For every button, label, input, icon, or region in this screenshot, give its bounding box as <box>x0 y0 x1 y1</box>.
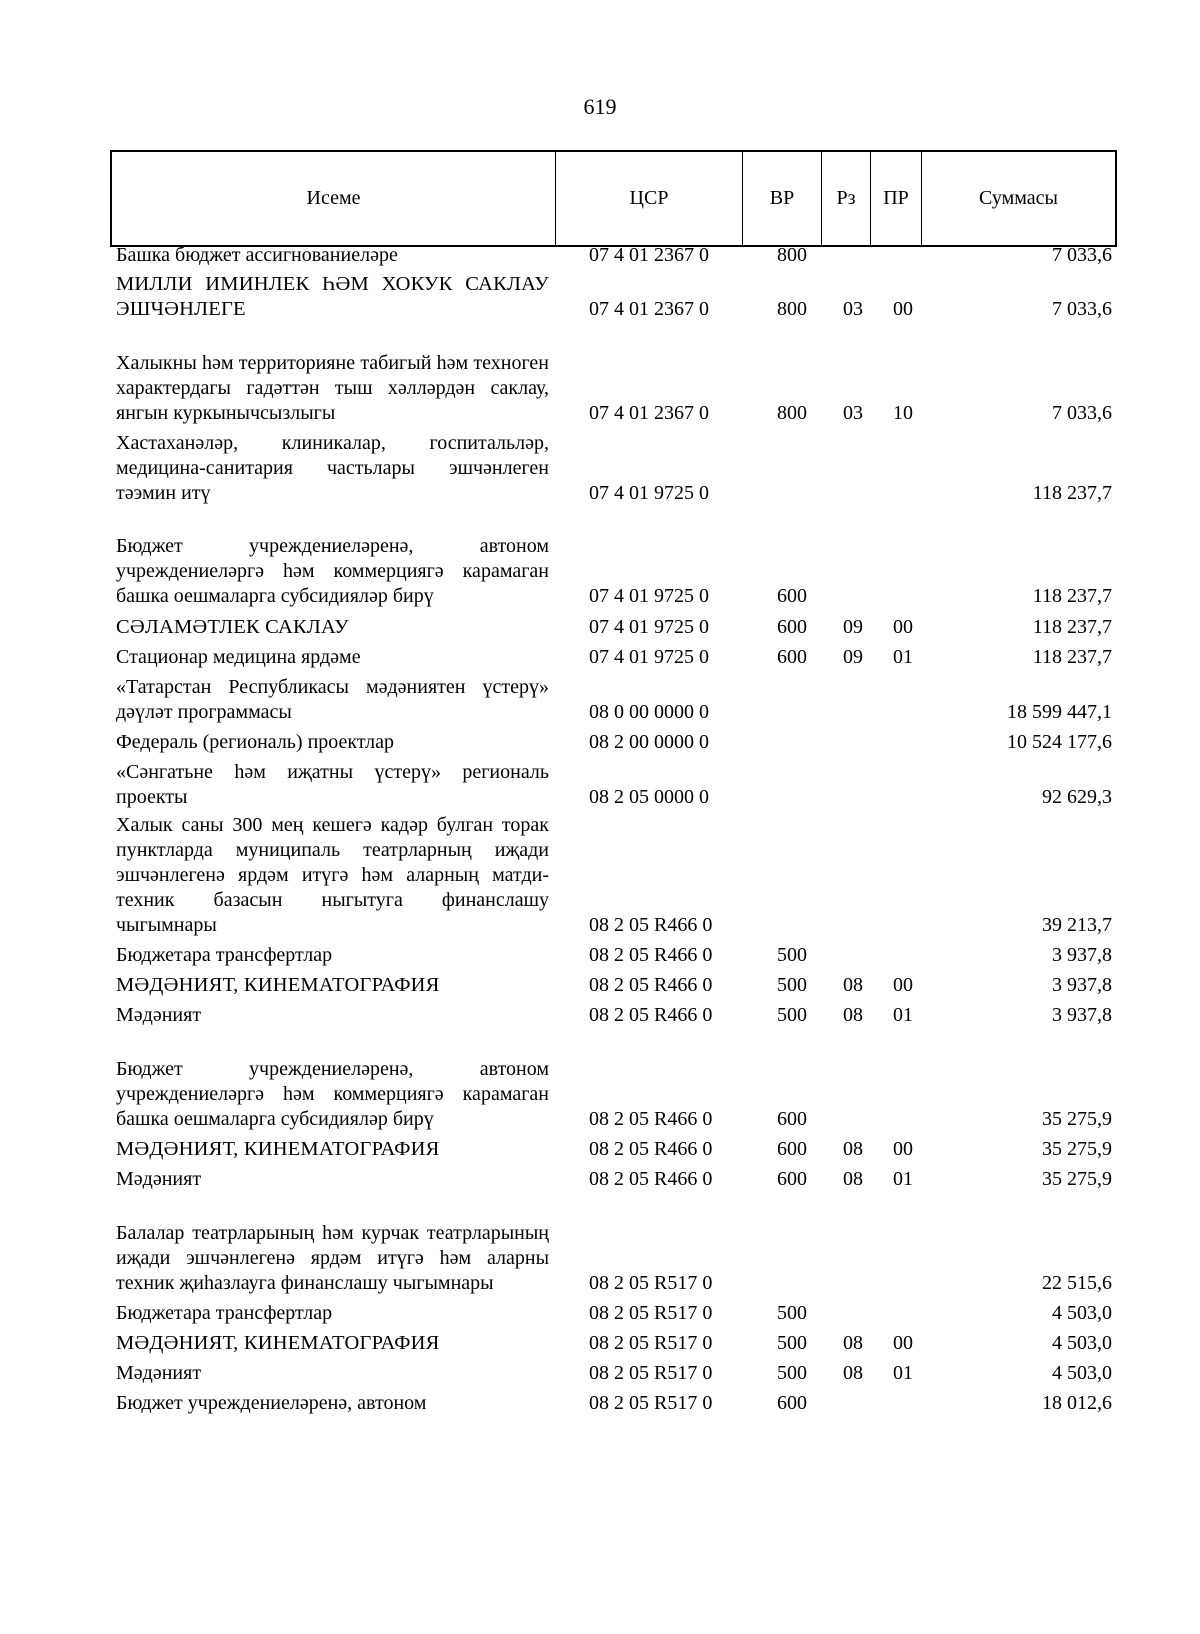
row-rz: 08 <box>843 1362 863 1384</box>
row-sum: 18 012,6 <box>1042 1392 1112 1414</box>
row-csr: 08 2 05 R466 0 <box>589 1168 713 1190</box>
row-vr: 500 <box>777 974 807 996</box>
row-name: МӘДӘНИЯТ, КИНЕМАТОГРАФИЯ <box>116 1332 440 1354</box>
header-sum: Суммасы <box>922 151 1117 246</box>
row-sum: 118 237,7 <box>1032 482 1112 504</box>
row-csr: 07 4 01 9725 0 <box>589 482 709 504</box>
row-sum: 3 937,8 <box>1052 944 1112 966</box>
row-sum: 4 503,0 <box>1052 1362 1112 1384</box>
row-vr: 600 <box>777 1138 807 1160</box>
row-name: Хастаханәләр, клиникалар, госпитальләр, медицина-санитария частьлары эшчәнлеген тәэмин итү <box>116 432 549 504</box>
row-vr: 600 <box>777 1108 807 1130</box>
row-csr: 08 2 05 0000 0 <box>589 786 709 808</box>
row-name: Мәдәният <box>116 1004 202 1026</box>
row-name: Бюджет учреждениеләренә, автоном <box>116 1392 427 1414</box>
row-pr: 01 <box>893 1362 913 1384</box>
row-vr: 600 <box>777 646 807 668</box>
row-csr: 08 2 05 R466 0 <box>589 1138 713 1160</box>
row-pr: 00 <box>893 974 913 996</box>
row-name: Халыкны һәм территорияне табигый һәм техноген характердагы гадәттән тыш хәлләрдән саклау, янгын куркынычсызлыгы <box>116 352 549 424</box>
row-csr: 07 4 01 9725 0 <box>589 585 709 607</box>
row-csr: 08 2 05 R517 0 <box>589 1362 713 1384</box>
row-name: СӘЛАМӘТЛЕК САКЛАУ <box>116 616 349 638</box>
row-rz: 09 <box>843 616 863 638</box>
row-rz: 08 <box>843 1332 863 1354</box>
row-name: Стационар медицина ярдәме <box>116 646 361 668</box>
row-name: МИЛЛИ ИМИНЛЕК ҺӘМ ХОКУК САКЛАУ ЭШЧӘНЛЕГЕ <box>116 273 549 320</box>
row-name: Бюджетара трансфертлар <box>116 1302 333 1324</box>
row-sum: 3 937,8 <box>1052 974 1112 996</box>
header-vr: ВР <box>743 151 822 246</box>
row-vr: 600 <box>777 616 807 638</box>
row-name: Башка бюджет ассигнованиеләре <box>116 244 398 266</box>
row-sum: 35 275,9 <box>1042 1108 1112 1130</box>
header-pr: ПР <box>871 151 922 246</box>
row-csr: 07 4 01 2367 0 <box>589 298 709 320</box>
row-csr: 08 2 05 R466 0 <box>589 1108 713 1130</box>
row-csr: 07 4 01 2367 0 <box>589 402 709 424</box>
row-csr: 08 2 05 R466 0 <box>589 974 713 996</box>
row-sum: 22 515,6 <box>1042 1272 1112 1294</box>
row-name: Мәдәният <box>116 1168 202 1190</box>
row-rz: 09 <box>843 646 863 668</box>
row-sum: 92 629,3 <box>1042 786 1112 808</box>
row-name: Бюджетара трансфертлар <box>116 944 333 966</box>
row-vr: 500 <box>777 1332 807 1354</box>
row-sum: 18 599 447,1 <box>1007 701 1112 723</box>
row-vr: 800 <box>777 244 807 266</box>
row-csr: 07 4 01 9725 0 <box>589 616 709 638</box>
row-pr: 01 <box>893 1004 913 1026</box>
row-csr: 08 2 05 R517 0 <box>589 1272 713 1294</box>
row-sum: 118 237,7 <box>1032 585 1112 607</box>
row-sum: 118 237,7 <box>1032 616 1112 638</box>
page-number: 619 <box>583 94 617 119</box>
row-vr: 500 <box>777 944 807 966</box>
row-name: Бюджет учреждениеләренә, автоном учреждениеләргә һәм коммерциягә карамаган башка оешмаларга субсидияләр бирү <box>116 1058 549 1130</box>
row-sum: 4 503,0 <box>1052 1332 1112 1354</box>
row-vr: 600 <box>777 1392 807 1414</box>
row-vr: 600 <box>777 1168 807 1190</box>
row-rz: 08 <box>843 1138 863 1160</box>
row-pr: 00 <box>893 1332 913 1354</box>
row-vr: 600 <box>777 585 807 607</box>
row-name: Халык саны 300 мең кешегә кадәр булган торак пунктларда муниципаль театрларның иҗади эшчәнлегенә ярдәм итүгә һәм аларның матди-техник базасын ныгытуга финанслашу чыгымнары <box>116 814 549 936</box>
row-name: МӘДӘНИЯТ, КИНЕМАТОГРАФИЯ <box>116 974 440 996</box>
row-rz: 08 <box>843 1004 863 1026</box>
row-name: МӘДӘНИЯТ, КИНЕМАТОГРАФИЯ <box>116 1138 440 1160</box>
row-vr: 800 <box>777 298 807 320</box>
row-vr: 500 <box>777 1004 807 1026</box>
row-sum: 4 503,0 <box>1052 1302 1112 1324</box>
row-csr: 07 4 01 9725 0 <box>589 646 709 668</box>
row-sum: 7 033,6 <box>1052 402 1112 424</box>
row-sum: 35 275,9 <box>1042 1138 1112 1160</box>
row-rz: 08 <box>843 1168 863 1190</box>
header-rz: Рз <box>822 151 871 246</box>
row-csr: 08 2 05 R466 0 <box>589 944 713 966</box>
row-sum: 7 033,6 <box>1052 298 1112 320</box>
row-sum: 3 937,8 <box>1052 1004 1112 1026</box>
row-pr: 00 <box>893 616 913 638</box>
row-vr: 500 <box>777 1362 807 1384</box>
row-sum: 10 524 177,6 <box>1007 731 1112 753</box>
row-rz: 03 <box>843 298 863 320</box>
row-csr: 08 2 05 R466 0 <box>589 914 713 936</box>
row-vr: 800 <box>777 402 807 424</box>
row-csr: 08 2 05 R517 0 <box>589 1332 713 1354</box>
row-sum: 7 033,6 <box>1052 244 1112 266</box>
row-sum: 39 213,7 <box>1042 914 1112 936</box>
row-sum: 118 237,7 <box>1032 646 1112 668</box>
row-name: «Сәнгатьне һәм иҗатны үстерү» региональ проекты <box>116 761 549 808</box>
row-csr: 08 2 05 R466 0 <box>589 1004 713 1026</box>
table-row <box>0 1016 1200 1416</box>
row-name: Федераль (региональ) проектлар <box>116 731 394 753</box>
row-name: «Татарстан Республикасы мәдәниятен үстерү» дәүләт программасы <box>116 676 549 723</box>
row-pr: 00 <box>893 298 913 320</box>
row-pr: 01 <box>893 646 913 668</box>
row-csr: 07 4 01 2367 0 <box>589 244 709 266</box>
row-rz: 08 <box>843 974 863 996</box>
row-sum: 35 275,9 <box>1042 1168 1112 1190</box>
row-pr: 00 <box>893 1138 913 1160</box>
row-name: Балалар театрларының һәм курчак театрларының иҗади эшчәнлегенә ярдәм итүгә һәм аларны техник җиһазлауга финанслашу чыгымнары <box>116 1222 549 1294</box>
header-csr: ЦСР <box>556 151 743 246</box>
row-csr: 08 2 05 R517 0 <box>589 1392 713 1414</box>
row-csr: 08 2 00 0000 0 <box>589 731 709 753</box>
row-csr: 08 0 00 0000 0 <box>589 701 709 723</box>
row-rz: 03 <box>843 402 863 424</box>
row-csr: 08 2 05 R517 0 <box>589 1302 713 1324</box>
row-pr: 10 <box>893 402 913 424</box>
row-name: Бюджет учреждениеләренә, автоном учреждениеләргә һәм коммерциягә карамаган башка оешмаларга субсидияләр бирү <box>116 535 549 607</box>
row-pr: 01 <box>893 1168 913 1190</box>
header-name: Исеме <box>306 187 361 209</box>
row-vr: 500 <box>777 1302 807 1324</box>
row-name: Мәдәният <box>116 1362 202 1384</box>
